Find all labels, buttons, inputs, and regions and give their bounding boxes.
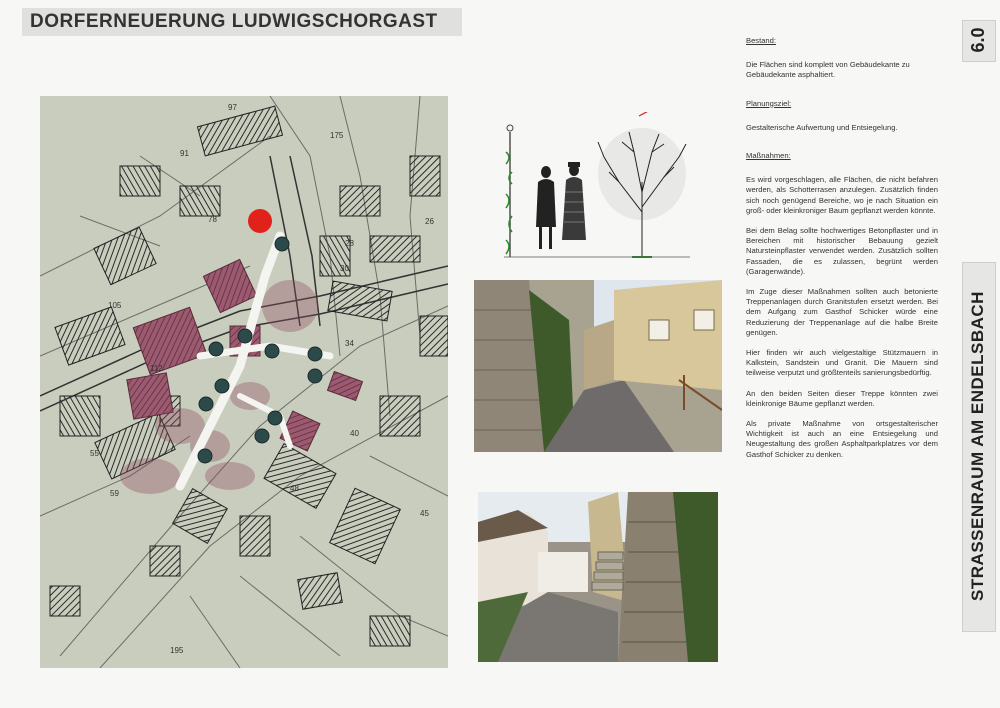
svg-text:105: 105 [108, 301, 122, 310]
text-massnahmen-1: Es wird vorgeschlagen, alle Flächen, die nicht befahren werden, als Schotterrasen anzulegen. Zusätzlich finden sich noch genügend Bereiche, wo je nach Situation ein groß- oder kleinkroniger Baum gepflanzt werden könnte. [746, 175, 938, 215]
svg-text:59: 59 [110, 489, 119, 498]
text-massnahmen-6: Als private Maßnahme von ortsgestalterischer Wichtigkeit ist auch an eine Entsiegelung und Neugestaltung des großen Asphaltparkplatzes vor dem Gasthof Schicker zu denken. [746, 419, 938, 459]
page-title: DORFERNEUERUNG LUDWIGSCHORGAST [30, 11, 438, 32]
svg-text:55: 55 [90, 449, 99, 458]
description-column [746, 36, 938, 470]
text-massnahmen-3: Im Zuge dieser Maßnahmen sollten auch betonierte Treppenanlagen durch Granitstufen ersetzt werden. Bei dem Aufgang zum Gasthof Schicker würde eine Reduzierung der Treppenanlage auf die halbe Breite genügen. [746, 287, 938, 337]
svg-text:91: 91 [180, 149, 189, 158]
svg-text:28: 28 [345, 239, 354, 248]
svg-text:112: 112 [150, 364, 163, 373]
svg-text:97: 97 [228, 103, 237, 112]
photo-street-lower [478, 492, 718, 662]
text-bestand: Die Flächen sind komplett von Gebäudekante zu Gebäudekante asphaltiert. [746, 60, 910, 80]
text-massnahmen-2: Bei dem Belag sollte hochwertiges Betonpflaster und in Bereichen mit historischer Bebauung gezielt Natursteinpflaster verwendet werden. Zusätzlich sollten Fassaden, die es zulassen, begrünt werden (Garagenwände). [746, 226, 938, 276]
photo-street-upper [474, 280, 722, 452]
location-marker [248, 209, 272, 233]
sketch-illustration [494, 112, 694, 272]
heading-bestand: Bestand: [746, 36, 776, 45]
svg-text:175: 175 [330, 131, 344, 140]
svg-text:34: 34 [345, 339, 354, 348]
site-plan-map [40, 96, 448, 668]
svg-text:48: 48 [290, 484, 299, 493]
svg-text:78: 78 [208, 215, 217, 224]
page-number: 6.0 [968, 27, 988, 53]
site-plan-drawing [40, 96, 448, 668]
text-planungsziel: Gestalterische Aufwertung und Entsiegelung. [746, 122, 898, 132]
heading-massnahmen: Maßnahmen: [746, 151, 791, 161]
svg-text:45: 45 [420, 509, 429, 518]
svg-text:40: 40 [350, 429, 359, 438]
side-title: STRASSENRAUM AM ENDELSBACH [968, 291, 987, 601]
svg-text:195: 195 [170, 646, 184, 655]
text-massnahmen-4: Hier finden wir auch vielgestaltige Stützmauern in Kalkstein, Sandstein und Granit. Die Mauern sind teilweise verputzt und größtenteils sanierungsbedürftig. [746, 348, 938, 378]
svg-text:26: 26 [425, 217, 434, 226]
text-massnahmen-5: An den beiden Seiten dieser Treppe könnten zwei kleinkronige Bäume gepflanzt werden. [746, 388, 938, 408]
svg-text:30: 30 [340, 264, 349, 273]
heading-planungsziel: Planungsziel: [746, 98, 792, 108]
